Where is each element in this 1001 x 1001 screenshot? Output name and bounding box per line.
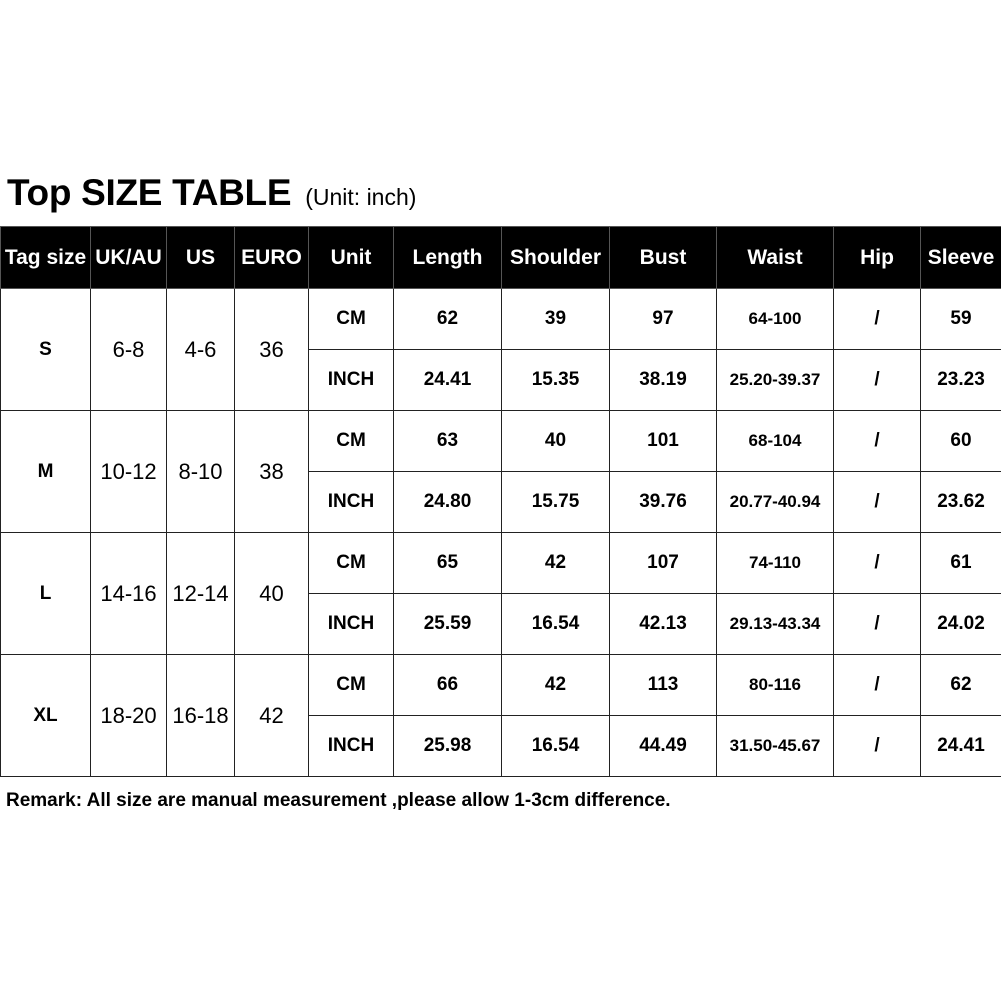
euro-cell: 38 [235,411,309,533]
title-main: Top SIZE TABLE [7,172,292,213]
table-row [1,655,1001,716]
waist-cell: 31.50-45.67 [717,716,834,777]
bust-cell: 39.76 [610,472,717,533]
bust-cell: 113 [610,655,717,716]
header-cell: Unit [309,227,394,289]
waist-cell: 20.77-40.94 [717,472,834,533]
hip-cell: / [834,289,921,350]
waist-cell: 68-104 [717,411,834,472]
shoulder-cell: 16.54 [502,594,610,655]
bust-cell: 44.49 [610,716,717,777]
length-cell: 63 [394,411,502,472]
length-cell: 24.41 [394,350,502,411]
sleeve-cell: 23.62 [921,472,1001,533]
header-cell: Hip [834,227,921,289]
size-table [0,226,1001,777]
length-cell: 66 [394,655,502,716]
sleeve-cell: 24.02 [921,594,1001,655]
waist-cell: 29.13-43.34 [717,594,834,655]
unit-cell: INCH [309,594,394,655]
header-cell: EURO [235,227,309,289]
waist-cell: 74-110 [717,533,834,594]
us-cell: 8-10 [167,411,235,533]
unit-cell: CM [309,289,394,350]
table-row [1,533,1001,594]
sleeve-cell: 62 [921,655,1001,716]
tag-size-cell: XL [1,655,91,777]
euro-cell: 40 [235,533,309,655]
hip-cell: / [834,472,921,533]
sleeve-cell: 61 [921,533,1001,594]
header-cell: Bust [610,227,717,289]
unit-cell: CM [309,533,394,594]
length-cell: 65 [394,533,502,594]
hip-cell: / [834,533,921,594]
length-cell: 25.59 [394,594,502,655]
length-cell: 62 [394,289,502,350]
length-cell: 25.98 [394,716,502,777]
uk-au-cell: 10-12 [91,411,167,533]
hip-cell: / [834,594,921,655]
unit-cell: INCH [309,350,394,411]
sleeve-cell: 24.41 [921,716,1001,777]
header-row [1,227,1001,289]
header-cell: UK/AU [91,227,167,289]
unit-cell: CM [309,655,394,716]
title-unit: (Unit: inch) [305,184,417,210]
header-cell: Sleeve [921,227,1001,289]
uk-au-cell: 18-20 [91,655,167,777]
header-cell: Waist [717,227,834,289]
uk-au-cell: 14-16 [91,533,167,655]
waist-cell: 25.20-39.37 [717,350,834,411]
shoulder-cell: 42 [502,655,610,716]
page-title [7,172,416,222]
table-row [1,289,1001,350]
us-cell: 12-14 [167,533,235,655]
hip-cell: / [834,411,921,472]
us-cell: 4-6 [167,289,235,411]
tag-size-cell: S [1,289,91,411]
hip-cell: / [834,716,921,777]
waist-cell: 80-116 [717,655,834,716]
bust-cell: 38.19 [610,350,717,411]
shoulder-cell: 40 [502,411,610,472]
length-cell: 24.80 [394,472,502,533]
waist-cell: 64-100 [717,289,834,350]
euro-cell: 36 [235,289,309,411]
unit-cell: INCH [309,716,394,777]
sleeve-cell: 59 [921,289,1001,350]
sleeve-cell: 23.23 [921,350,1001,411]
header-cell: US [167,227,235,289]
bust-cell: 42.13 [610,594,717,655]
tag-size-cell: M [1,411,91,533]
table-row [1,411,1001,472]
header-cell: Tag size [1,227,91,289]
bust-cell: 101 [610,411,717,472]
tag-size-cell: L [1,533,91,655]
shoulder-cell: 15.35 [502,350,610,411]
shoulder-cell: 15.75 [502,472,610,533]
euro-cell: 42 [235,655,309,777]
hip-cell: / [834,350,921,411]
shoulder-cell: 42 [502,533,610,594]
uk-au-cell: 6-8 [91,289,167,411]
remark-note: Remark: All size are manual measurement ,please allow 1-3cm difference. [6,790,671,811]
unit-cell: INCH [309,472,394,533]
hip-cell: / [834,655,921,716]
shoulder-cell: 39 [502,289,610,350]
shoulder-cell: 16.54 [502,716,610,777]
bust-cell: 97 [610,289,717,350]
header-cell: Shoulder [502,227,610,289]
bust-cell: 107 [610,533,717,594]
us-cell: 16-18 [167,655,235,777]
unit-cell: CM [309,411,394,472]
header-cell: Length [394,227,502,289]
sleeve-cell: 60 [921,411,1001,472]
